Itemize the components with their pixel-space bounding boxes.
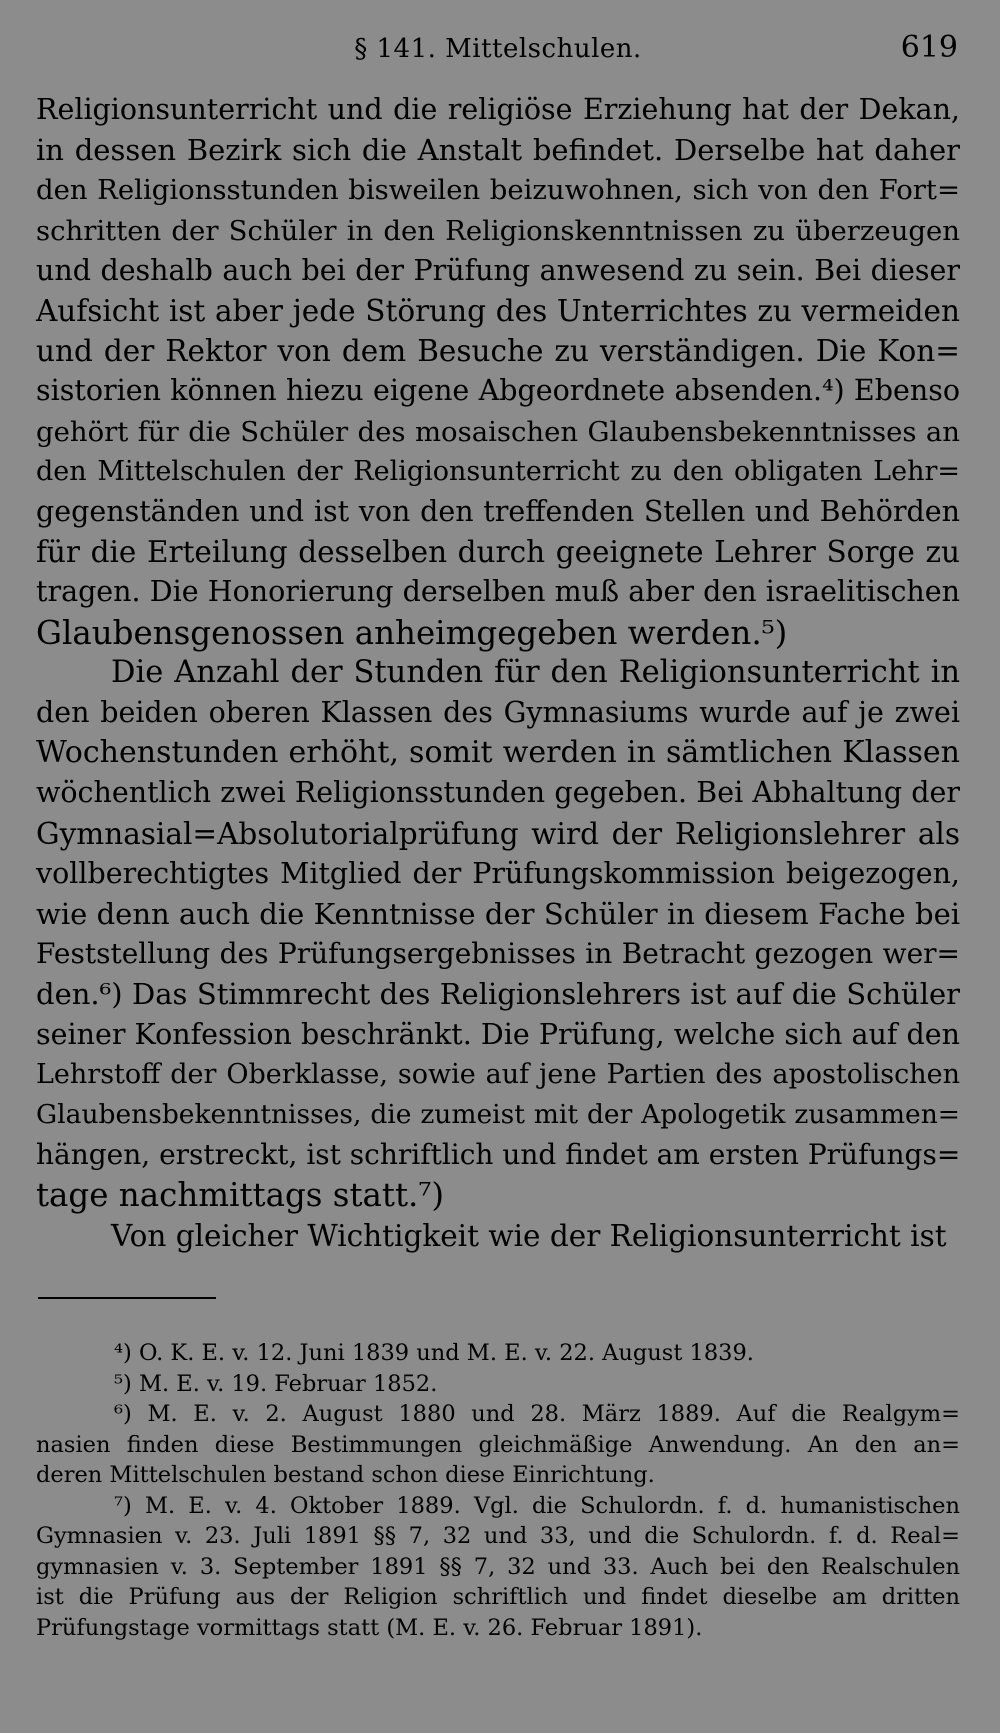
paragraph [36, 1216, 960, 1256]
text-line: gehört für die Schüler des mosaischen Glaubensbekenntnisses an [36, 415, 960, 448]
text-line: Gymnasial=Absolutorialprüfung wird der Religionslehrer als [36, 816, 960, 851]
text-line: wie denn auch die Kenntnisse der Schüler in diesem Fache bei [36, 897, 960, 932]
text-line: seiner Konfession beschränkt. Die Prüfung, welche sich auf den [36, 1017, 960, 1051]
text-line: vollberechtigtes Mitglied der Prüfungskommission beigezogen, [36, 856, 960, 890]
footnote-line: ⁷) M. E. v. 4. Oktober 1889. Vgl. die Schulordn. f. d. humanistischen [114, 1492, 960, 1519]
footnote-line: ⁶) M. E. v. 2. August 1880 und 28. März 1889. Auf die Realgym= [114, 1401, 960, 1427]
footnote [36, 1369, 960, 1400]
footnote-line: Prüfungstage vormittags statt (M. E. v. 26. Februar 1891). [36, 1614, 703, 1641]
footnote [36, 1491, 960, 1644]
text-line: den.⁶) Das Stimmrecht des Religionslehrers ist auf die Schüler [36, 977, 960, 1012]
main-text [36, 90, 960, 1256]
text-line: gegenständen und ist von den treffenden Stellen und Behörden [36, 495, 960, 529]
footnote [36, 1338, 960, 1369]
text-line: wöchentlich zwei Religionsstunden gegeben. Bei Abhaltung der [36, 776, 960, 810]
footnote-separator [38, 1297, 216, 1299]
text-line: hängen, erstreckt, ist schriftlich und findet am ersten Prüfungs= [36, 1138, 961, 1172]
text-line: schritten der Schüler in den Religionskenntnissen zu überzeugen [36, 214, 960, 247]
text-line: Glaubensbekenntnisses, die zumeist mit der Apologetik zusammen= [36, 1099, 960, 1131]
footnote-line: Gymnasien v. 23. Juli 1891 §§ 7, 32 und 33, und die Schulordn. f. d. Real= [36, 1523, 960, 1549]
footnote-line: nasien finden diese Bestimmungen gleichmäßige Anwendung. An den an= [36, 1431, 960, 1458]
paragraph [36, 653, 960, 1216]
text-line: Glaubensgenossen anheimgegeben werden.⁵) [36, 613, 788, 652]
footnote [36, 1399, 960, 1491]
text-line: und deshalb auch bei der Prüfung anwesend zu sein. Bei dieser [36, 253, 960, 287]
footnotes [36, 1338, 960, 1643]
paragraph [36, 90, 960, 653]
text-line: tragen. Die Honorierung derselben muß aber den israelitischen [36, 575, 960, 609]
text-line: Religionsunterricht und die religiöse Erziehung hat der Dekan, [36, 93, 960, 126]
text-line: den Religionsstunden bisweilen beizuwohnen, sich von den Fort= [36, 174, 960, 207]
text-line: Die Anzahl der Stunden für den Religionsunterricht in [111, 654, 960, 690]
text-line: tage nachmittags statt.⁷) [36, 1176, 445, 1215]
footnote-line: ist die Prüfung aus der Religion schriftlich und findet dieselbe am dritten [36, 1584, 960, 1610]
text-line: in dessen Bezirk sich die Anstalt befindet. Derselbe hat daher [36, 133, 960, 168]
text-line: für die Erteilung desselben durch geeignete Lehrer Sorge zu [36, 535, 960, 570]
text-line: Lehrstoff der Oberklasse, sowie auf jene Partien des apostolischen [36, 1058, 960, 1090]
text-line: sistorien können hiezu eigene Abgeordnete absenden.⁴) Ebenso [36, 374, 960, 408]
text-line: und der Rektor von dem Besuche zu verständigen. Die Kon= [36, 334, 960, 369]
footnote-line: ⁴) O. K. E. v. 12. Juni 1839 und M. E. v. 22. August 1839. [114, 1340, 754, 1366]
running-header [36, 28, 960, 68]
text-line: den Mittelschulen der Religionsunterricht zu den obligaten Lehr= [36, 455, 960, 487]
footnote-line: ⁵) M. E. v. 19. Februar 1852. [114, 1370, 438, 1397]
page-number: 619 [900, 30, 958, 65]
text-line: Von gleicher Wichtigkeit wie der Religionsunterricht ist [111, 1218, 947, 1253]
footnote-line: gymnasien v. 3. September 1891 §§ 7, 32 und 33. Auch bei den Realschulen [36, 1553, 960, 1580]
text-line: Feststellung des Prüfungsergebnisses in Betracht gezogen wer= [36, 937, 960, 971]
text-line: Aufsicht ist aber jede Störung des Unterrichtes zu vermeiden [36, 294, 960, 329]
section-title: § 141. Mittelschulen. [354, 34, 642, 64]
footnote-line: deren Mittelschulen bestand schon diese Einrichtung. [36, 1462, 655, 1488]
text-line: Wochenstunden erhöht, somit werden in sämtlichen Klassen [36, 735, 960, 771]
text-line: den beiden oberen Klassen des Gymnasiums wurde auf je zwei [36, 696, 960, 730]
